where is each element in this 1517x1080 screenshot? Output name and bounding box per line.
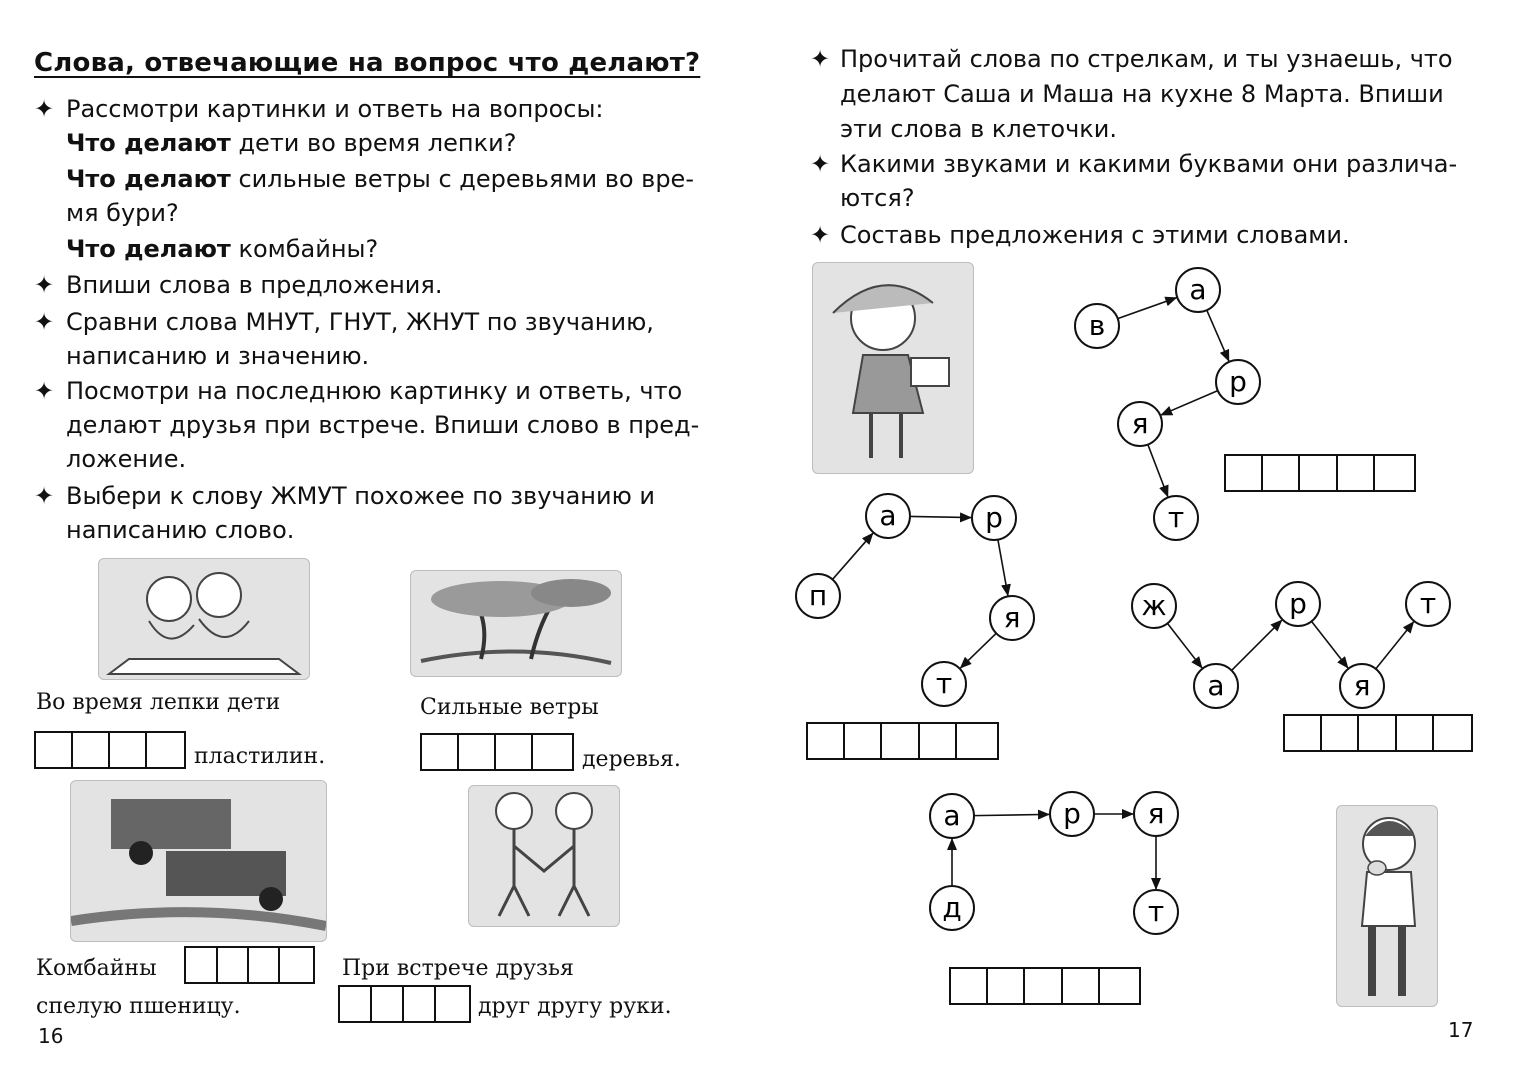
letter-node-label: п [808,579,828,612]
letter-chains-diagram [758,0,1517,1080]
chain-arrow [832,533,872,579]
tree-icon [411,571,621,676]
letter-node [1132,584,1176,628]
letter-node-label: р [1289,587,1307,620]
letter-node [1406,582,1450,626]
answer-cells-2[interactable] [420,733,574,771]
question-2-cont: мя бури? [66,199,179,227]
letter-node [1134,792,1178,836]
letter-node-label: я [1147,797,1165,830]
children-modeling-illustration [98,558,310,680]
letter-node [930,794,974,838]
task-2-text: Впиши слова в предложения. [66,271,443,299]
letter-node [796,574,840,618]
left-page [0,0,758,1080]
answer-cells-4[interactable] [338,985,471,1023]
letter-node [1075,304,1119,348]
letter-node-label: т [935,667,953,700]
letter-node-label: а [1207,669,1225,702]
task-4-line-2: делают друзья при встрече. Впиши слово в пред- [66,411,700,439]
chain-arrow [974,814,1049,815]
chain-2-answer-cells[interactable] [806,722,999,760]
letter-node [1154,496,1198,540]
letter-node [1216,360,1260,404]
exercise-2-end: деревья. [582,747,681,772]
letter-node [930,886,974,930]
letter-node-label: ж [1141,589,1167,622]
chain-arrow [1232,620,1282,670]
chain-3-answer-cells[interactable] [1283,714,1473,752]
question-2: Что делают сильные ветры с деревьями во вре- [66,165,694,193]
letter-node [866,494,910,538]
harvester-icon [71,781,326,941]
right-task-1-line-3: эти слова в клеточки. [840,115,1118,143]
exercise-3-end: спелую пшеницу. [36,994,241,1019]
letter-node-label: р [1229,365,1247,398]
chain-arrow [1376,622,1414,669]
right-task-1-line-2: делают Саша и Маша на кухне 8 Марта. Впиши [840,80,1444,108]
children-icon [99,559,309,679]
letter-node [1276,582,1320,626]
chain-arrow [1312,621,1348,668]
chain-arrow [1161,391,1218,415]
right-task-1-line-1: Прочитай слова по стрелкам, и ты узнаешь, что [840,45,1453,73]
answer-cells-1[interactable] [34,731,186,769]
letter-node-label: а [943,799,961,832]
chain-arrow [1118,298,1177,319]
bullet-icon: ✦ [34,271,55,299]
letter-node-label: т [1167,501,1185,534]
right-task-3-text: Составь предложения с этими словами. [840,221,1350,249]
bullet-icon: ✦ [810,221,831,249]
exercise-1-end: пластилин. [194,744,326,769]
question-1: Что делают дети во время лепки? [66,129,517,157]
answer-cells-3[interactable] [184,946,315,984]
exercise-4-text: При встрече друзья [342,956,574,981]
right-page [758,0,1517,1080]
question-3: Что делают комбайны? [66,235,379,263]
task-3-line-1: Сравни слова МНУТ, ГНУТ, ЖНУТ по звучанию, [66,308,654,336]
letter-node [972,496,1016,540]
letter-node [1134,890,1178,934]
section-title: Слова, отвечающие на вопрос что делают? [34,48,701,78]
task-1-text: Рассмотри картинки и ответь на вопросы: [66,95,604,123]
letter-node-label: т [1419,587,1437,620]
letter-node [1050,792,1094,836]
page-number-left: 16 [38,1024,64,1048]
chain-arrow [1207,310,1229,361]
chain-arrow [961,633,997,668]
combine-harvesters-illustration [70,780,327,942]
task-5-line-1: Выбери к слову ЖМУТ похожее по звучанию и [66,482,655,510]
bullet-icon: ✦ [34,308,55,336]
right-task-2-line-2: ются? [840,184,915,212]
letter-node-label: р [985,501,1003,534]
letter-node [922,662,966,706]
task-4-line-3: ложение. [66,445,187,473]
page-number-right: 17 [1448,1018,1474,1042]
task-4-line-1: Посмотри на последнюю картинку и ответь, что [66,377,683,405]
task-3-line-2: написанию и значению. [66,342,370,370]
exercise-3-text: Комбайны [36,956,157,981]
chain-1-answer-cells[interactable] [1224,454,1416,492]
chain-arrow [1148,445,1168,497]
task-5-line-2: написанию слово. [66,516,295,544]
letter-node [1176,268,1220,312]
letter-node-label: д [942,891,962,924]
letter-node-label: р [1063,797,1081,830]
letter-node-label: я [1131,407,1149,440]
letter-node-label: а [879,499,897,532]
friends-handshake-illustration [468,785,620,927]
bullet-icon: ✦ [810,45,831,73]
letter-node-label: в [1088,309,1106,342]
letter-node [990,596,1034,640]
bullet-icon: ✦ [34,95,55,123]
letter-node [1340,664,1384,708]
exercise-4-end: друг другу руки. [478,994,672,1019]
chain-arrow [910,516,971,517]
letter-node [1194,664,1238,708]
exercise-1-text: Во время лепки дети [36,690,281,715]
chain-arrow [1167,623,1201,667]
letter-node [1118,402,1162,446]
right-task-2-line-1: Какими звуками и какими буквами они различа- [840,150,1458,178]
bullet-icon: ✦ [34,377,55,405]
letter-node-label: я [1353,669,1371,702]
wind-trees-illustration [410,570,622,677]
bullet-icon: ✦ [810,150,831,178]
letter-node-label: я [1003,601,1021,634]
friends-icon [469,786,619,926]
bullet-icon: ✦ [34,482,55,510]
chain-arrow [998,540,1008,596]
exercise-2-text: Сильные ветры [420,695,599,720]
letter-node-label: а [1189,273,1207,306]
chain-4-answer-cells[interactable] [949,967,1141,1005]
letter-node-label: т [1147,895,1165,928]
